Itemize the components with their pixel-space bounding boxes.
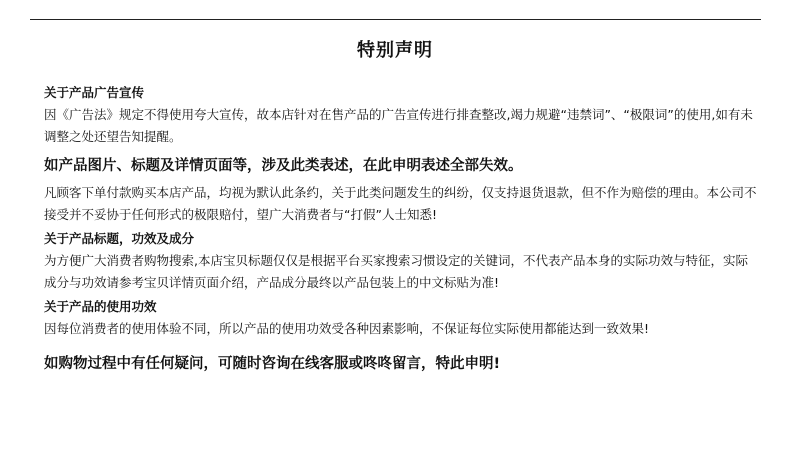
section-body-invalidation: 凡顾客下单付款购买本店产品，均视为默认此条约，关于此类问题发生的纠纷，仅支持退货退款，但不作为赔偿的理由。本公司不接受并不妥协于任何形式的极限赔付，望广大消费者与“打假”人士知悉!	[44, 185, 757, 222]
section-heading-invalidation: 如产品图片、标题及详情页面等，涉及此类表述，在此申明表述全部失效。	[44, 158, 523, 174]
page-title: 特别声明	[357, 40, 433, 61]
section-heading-usage-efficacy: 关于产品的使用功效	[44, 299, 157, 314]
section-body-usage-efficacy: 因每位消费者的使用体验不同，所以产品的使用功效受各种因素影响，不保证每位实际使用都能达到一致效果!	[44, 321, 650, 336]
statement-content	[44, 84, 760, 374]
section-heading-title-efficacy: 关于产品标题，功效及成分	[44, 231, 195, 246]
section-body-advertising: 因《广告法》规定不得使用夸大宣传，故本店针对在售产品的广告宣传进行排查整改,竭力规避“违禁词”、“极限词”的使用,如有未调整之处还望告知提醒。	[44, 107, 753, 144]
section-heading-advertising: 关于产品广告宣传	[44, 85, 145, 100]
top-divider	[30, 19, 761, 20]
closing-statement: 如购物过程中有任何疑问，可随时咨询在线客服或咚咚留言，特此申明!	[44, 356, 501, 372]
section-body-title-efficacy: 为方便广大消费者购物搜索,本店宝贝标题仅仅是根据平台买家搜索习惯设定的关键词，不代表产品本身的实际功效与特征，实际成分与功效请参考宝贝详情页面介绍，产品成分最终以产品包装上的中文标贴为准!	[44, 253, 748, 290]
